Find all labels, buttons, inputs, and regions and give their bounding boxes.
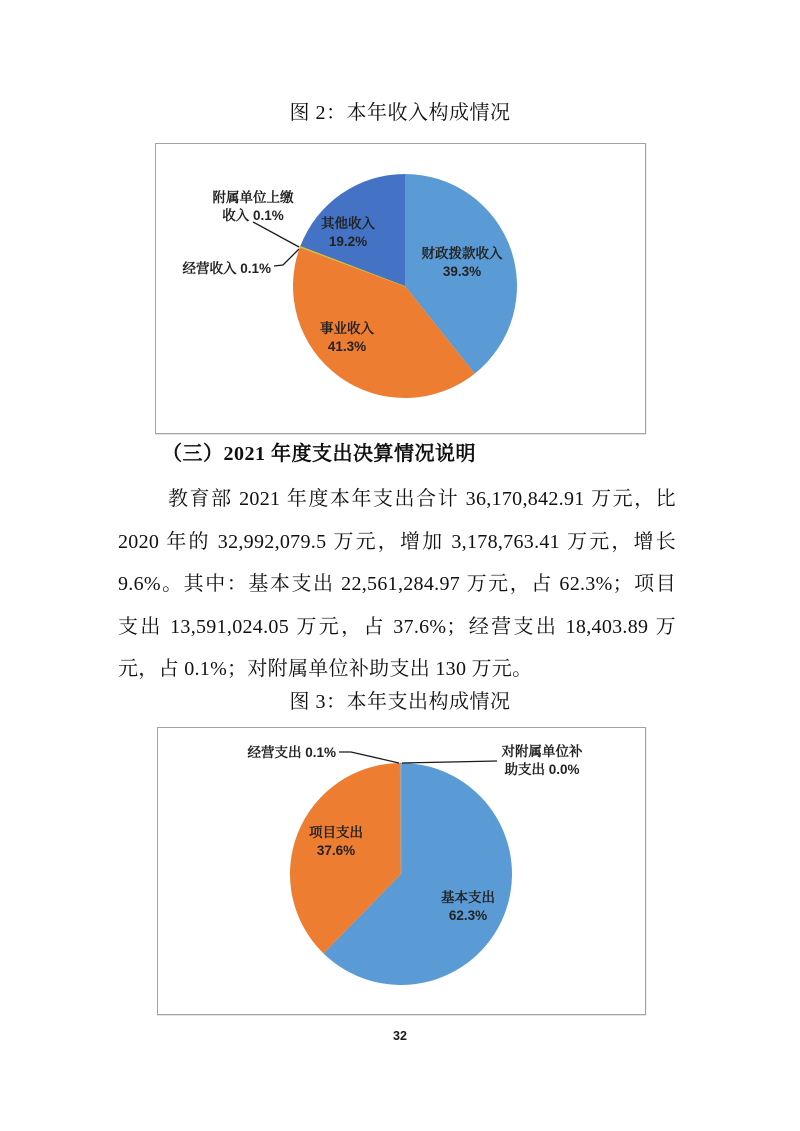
slice-label-affiliated-income-line1: 附属单位上缴 [212, 190, 294, 205]
paragraph-line: 2020 年的 32,992,079.5 万元，增加 3,178,763.41 万元，增长 [118, 530, 676, 553]
income-pie-chart [155, 143, 646, 434]
body-paragraph [118, 478, 676, 691]
slice-label-affiliated-subsidy-line1: 对附属单位补 [501, 744, 583, 759]
slice-label-business-income-value: 41.3% [327, 338, 367, 354]
slice-label-basic-expense-value: 62.3% [448, 907, 488, 923]
slice-label-operating-expense: 经营支出 0.1% [247, 745, 336, 760]
slice-label-other-income-value: 19.2% [328, 233, 368, 249]
figure3-caption: 图 3：本年支出构成情况 [289, 691, 511, 713]
income-pie-slices [293, 174, 517, 398]
leader-line-affiliated-subsidy [402, 761, 497, 763]
slice-label-project-expense [291, 824, 381, 859]
slice-label-other-income [302, 215, 394, 250]
slice-label-project-expense-value: 37.6% [316, 842, 356, 858]
income-pie-svg [156, 144, 645, 433]
paragraph-line: 9.6%。其中：基本支出 22,561,284.97 万元，占 62.3%；项目 [118, 573, 676, 595]
leader-line-operating-expense [339, 752, 399, 763]
leader-line-affiliated-income [253, 222, 299, 247]
slice-label-affiliated-subsidy [499, 743, 585, 778]
slice-label-affiliated-income-line2: 收入 0.1% [222, 207, 284, 223]
slice-label-basic-expense [422, 889, 514, 924]
slice-label-project-expense-name: 项目支出 [309, 825, 363, 840]
section-heading-year: 2021 [223, 443, 266, 465]
leader-line-operating-income [274, 249, 299, 266]
figure2-caption: 图 2：本年收入构成情况 [289, 102, 511, 124]
paragraph-line: 教育部 2021 年度本年支出合计 36,170,842.91 万元，比 [168, 488, 676, 510]
slice-label-fiscal-income-name: 财政拨款收入 [421, 246, 503, 261]
slice-label-business-income-name: 事业收入 [320, 321, 374, 336]
slice-label-basic-expense-name: 基本支出 [441, 890, 495, 905]
slice-label-operating-income: 经营收入 0.1% [182, 261, 271, 276]
slice-label-affiliated-income [206, 189, 300, 224]
slice-label-business-income [300, 320, 394, 355]
expenditure-pie-slices [290, 763, 512, 985]
section-heading-suffix: 年度支出决算情况说明 [265, 443, 476, 465]
section-heading [118, 440, 682, 468]
slice-label-fiscal-income [406, 245, 518, 280]
paragraph-line: 支出 13,591,024.05 万元，占 37.6%；经营支出 18,403.89 万 [118, 615, 676, 638]
page-number: 32 [393, 1029, 407, 1043]
slice-label-affiliated-subsidy-line2: 助支出 0.0% [504, 761, 580, 777]
slice-label-other-income-name: 其他收入 [321, 216, 375, 231]
slice-label-fiscal-income-value: 39.3% [442, 263, 482, 279]
section-heading-prefix: （三） [162, 443, 224, 465]
paragraph-line: 元，占 0.1%；对附属单位补助支出 130 万元。 [118, 658, 533, 680]
expenditure-pie-chart [157, 727, 646, 1015]
